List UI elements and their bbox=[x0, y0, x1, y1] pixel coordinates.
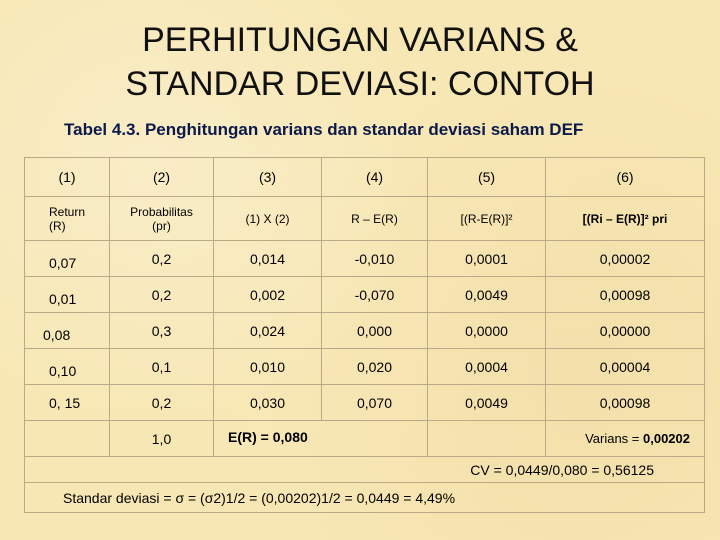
cell-return bbox=[25, 277, 110, 313]
cell-product: 0,014 bbox=[214, 241, 322, 277]
cell-probability: 0,2 bbox=[110, 277, 214, 313]
table-caption: Tabel 4.3. Penghitungan varians dan standar deviasi saham DEF bbox=[64, 120, 584, 139]
cell-deviation: 0,000 bbox=[322, 313, 428, 349]
col-number-6: (6) bbox=[546, 158, 705, 197]
header-weighted-deviation: [(Ri – E(R)]² pri bbox=[546, 197, 705, 241]
varians-label: Varians = bbox=[585, 431, 643, 446]
cell-standard-deviation: Standar deviasi = σ = (σ2)1/2 = (0,00202)1/2 = 0,0449 = 4,49% bbox=[25, 483, 705, 513]
cell-deviation-squared: 0,0001 bbox=[428, 241, 546, 277]
cell-expected-return: E(R) = 0,080 bbox=[214, 421, 428, 457]
cell-deviation-squared: 0,0000 bbox=[428, 313, 546, 349]
cell-deviation-squared: 0,0049 bbox=[428, 277, 546, 313]
cell-probability: 0,2 bbox=[110, 385, 214, 421]
cell-deviation: -0,010 bbox=[322, 241, 428, 277]
table-row bbox=[25, 277, 705, 313]
cell-cv: CV = 0,0449/0,080 = 0,56125 bbox=[25, 457, 705, 483]
table-row bbox=[25, 385, 705, 421]
cell-return-value: 0,01 bbox=[49, 290, 77, 307]
cell-weighted: 0,00098 bbox=[546, 277, 705, 313]
header-return-line2: (R) bbox=[49, 218, 66, 233]
title-line-1: PERHITUNGAN VARIANS & bbox=[142, 21, 578, 59]
cell-return-value: 0,07 bbox=[49, 254, 77, 271]
cell-deviation: -0,070 bbox=[322, 277, 428, 313]
col-number-1: (1) bbox=[25, 158, 110, 197]
cell-product: 0,024 bbox=[214, 313, 322, 349]
summary-row bbox=[25, 421, 705, 457]
cell-return bbox=[25, 349, 110, 385]
header-probability bbox=[110, 197, 214, 241]
cell-return bbox=[25, 313, 110, 349]
column-number-row bbox=[25, 158, 705, 197]
table-row bbox=[25, 313, 705, 349]
header-deviation: R – E(R) bbox=[322, 197, 428, 241]
cell-return: 0, 15 bbox=[25, 385, 110, 421]
col-number-2: (2) bbox=[110, 158, 214, 197]
cell-return-value: 0,10 bbox=[49, 362, 77, 379]
header-product: (1) X (2) bbox=[214, 197, 322, 241]
cell-deviation: 0,070 bbox=[322, 385, 428, 421]
cell-total-probability: 1,0 bbox=[110, 421, 214, 457]
header-probability-line1: Probabilitas bbox=[130, 204, 193, 219]
table-row bbox=[25, 241, 705, 277]
varians-value: 0,00202 bbox=[643, 431, 690, 446]
page-title bbox=[0, 18, 720, 106]
table-row bbox=[25, 349, 705, 385]
column-header-row bbox=[25, 197, 705, 241]
cell-deviation: 0,020 bbox=[322, 349, 428, 385]
cell-probability: 0,2 bbox=[110, 241, 214, 277]
variance-table bbox=[24, 157, 705, 513]
header-return bbox=[25, 197, 110, 241]
cell-varians bbox=[546, 421, 705, 457]
header-probability-line2: (pr) bbox=[152, 218, 171, 233]
cell-return-value: 0,08 bbox=[43, 326, 71, 343]
cell-weighted: 0,00098 bbox=[546, 385, 705, 421]
cell-product: 0,010 bbox=[214, 349, 322, 385]
cell-deviation-squared: 0,0004 bbox=[428, 349, 546, 385]
cell-empty bbox=[428, 421, 546, 457]
header-deviation-squared: [(R-E(R)]² bbox=[428, 197, 546, 241]
std-row bbox=[25, 483, 705, 513]
cell-weighted: 0,00004 bbox=[546, 349, 705, 385]
cell-product: 0,002 bbox=[214, 277, 322, 313]
cv-row bbox=[25, 457, 705, 483]
cell-empty bbox=[25, 421, 110, 457]
col-number-4: (4) bbox=[322, 158, 428, 197]
cell-return bbox=[25, 241, 110, 277]
title-line-2: STANDAR DEVIASI: CONTOH bbox=[125, 65, 595, 103]
cell-probability: 0,1 bbox=[110, 349, 214, 385]
cell-deviation-squared: 0,0049 bbox=[428, 385, 546, 421]
col-number-3: (3) bbox=[214, 158, 322, 197]
col-number-5: (5) bbox=[428, 158, 546, 197]
cell-product: 0,030 bbox=[214, 385, 322, 421]
cell-weighted: 0,00002 bbox=[546, 241, 705, 277]
cell-probability: 0,3 bbox=[110, 313, 214, 349]
cell-weighted: 0,00000 bbox=[546, 313, 705, 349]
header-return-line1: Return bbox=[49, 204, 86, 219]
